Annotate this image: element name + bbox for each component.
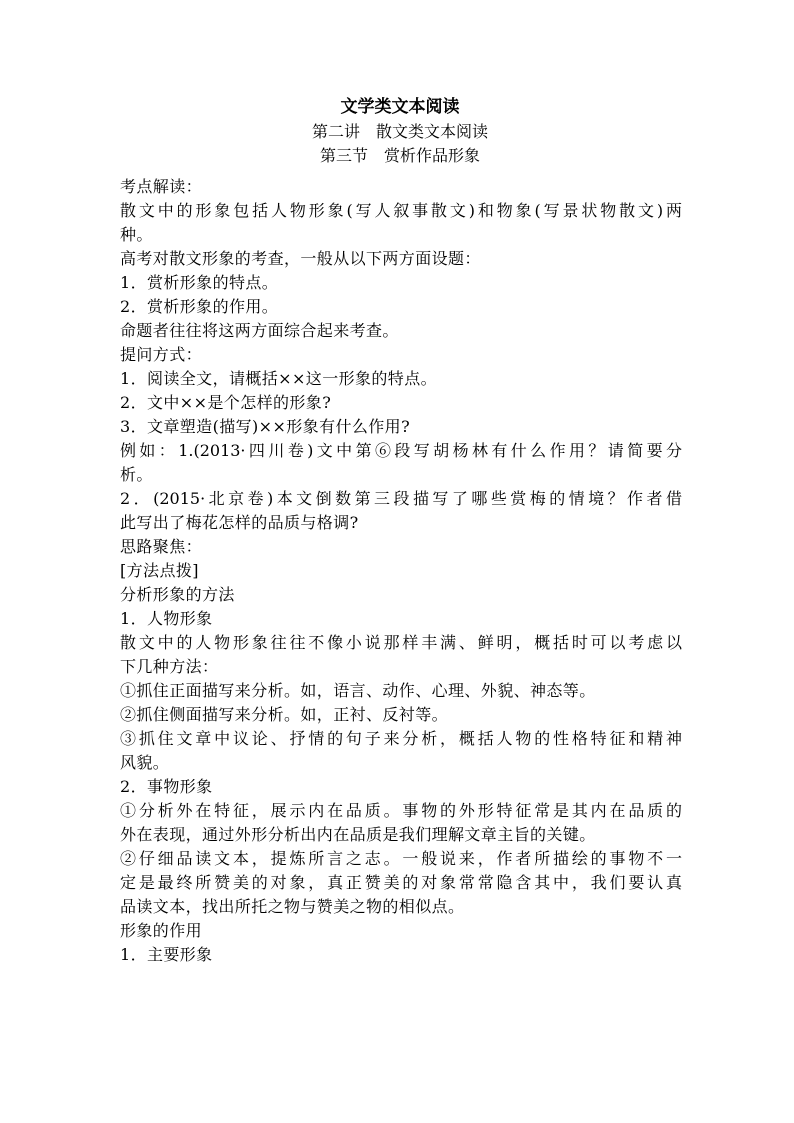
heading-image-function: 形象的作用 <box>120 921 203 940</box>
document-title: 文学类文本阅读 <box>340 97 460 117</box>
heading-question-styles: 提问方式： <box>120 345 203 364</box>
paragraph-line: 散文中的人物形象往往不像小说那样丰满、鲜明，概括时可以考虑以 <box>120 633 682 652</box>
list-item: 1．人物形象 <box>120 609 213 628</box>
list-item: 2．赏析形象的作用。 <box>120 297 279 316</box>
list-item: 2．事物形象 <box>120 777 213 796</box>
document-body <box>120 175 682 967</box>
paragraph-line: 外在表现，通过外形分析出内在品质是我们理解文章主旨的关键。 <box>120 825 596 844</box>
list-item: 1．主要形象 <box>120 945 213 964</box>
example-line: 例如：1.(2013·四川卷)文中第⑥段写胡杨林有什么作用？请简要分 <box>120 441 682 460</box>
lecture-subtitle: 第二讲 散文类文本阅读 <box>311 122 488 141</box>
paragraph-line: 命题者往往将这两方面综合起来考查。 <box>120 321 399 340</box>
paragraph-line: 种。 <box>120 225 153 244</box>
list-item: ②仔细品读文本，提炼所言之志。一般说来，作者所描绘的事物不一 <box>120 849 682 868</box>
paragraph-line: 风貌。 <box>120 753 170 772</box>
list-item: ①抓住正面描写来分析。如，语言、动作、心理、外貌、神态等。 <box>120 681 596 700</box>
list-item: ③抓住文章中议论、抒情的句子来分析，概括人物的性格特征和精神 <box>120 729 682 748</box>
heading-analysis-method: 分析形象的方法 <box>120 585 235 604</box>
heading-method-tips: [方法点拨] <box>120 561 199 580</box>
paragraph-line: 下几种方法： <box>120 657 219 676</box>
paragraph-line: 高考对散文形象的考查，一般从以下两方面设题： <box>120 249 481 268</box>
list-item: ②抓住侧面描写来分析。如，正衬、反衬等。 <box>120 705 449 724</box>
list-item: ①分析外在特征，展示内在品质。事物的外形特征常是其内在品质的 <box>120 801 682 820</box>
list-item: 1．阅读全文，请概括××这一形象的特点。 <box>120 369 437 388</box>
example-line: 2．(2015·北京卷)本文倒数第三段描写了哪些赏梅的情境？作者借 <box>120 489 682 508</box>
paragraph-line: 品读文本，找出所托之物与赞美之物的相似点。 <box>120 897 465 916</box>
list-item: 3．文章塑造(描写)××形象有什么作用? <box>120 417 411 436</box>
list-item: 2．文中××是个怎样的形象? <box>120 393 332 412</box>
list-item: 1．赏析形象的特点。 <box>120 273 279 292</box>
example-line: 析。 <box>120 465 153 484</box>
heading-exam-points: 考点解读： <box>120 177 203 196</box>
document-header <box>0 96 794 168</box>
paragraph-line: 散文中的形象包括人物形象(写人叙事散文)和物象(写景状物散文)两 <box>120 201 682 220</box>
example-line: 此写出了梅花怎样的品质与格调? <box>120 513 359 532</box>
paragraph-line: 定是最终所赞美的对象，真正赞美的对象常常隐含其中，我们要认真 <box>120 873 682 892</box>
section-subtitle: 第三节 赏析作品形象 <box>319 146 480 165</box>
heading-thinking-focus: 思路聚焦： <box>120 537 203 556</box>
